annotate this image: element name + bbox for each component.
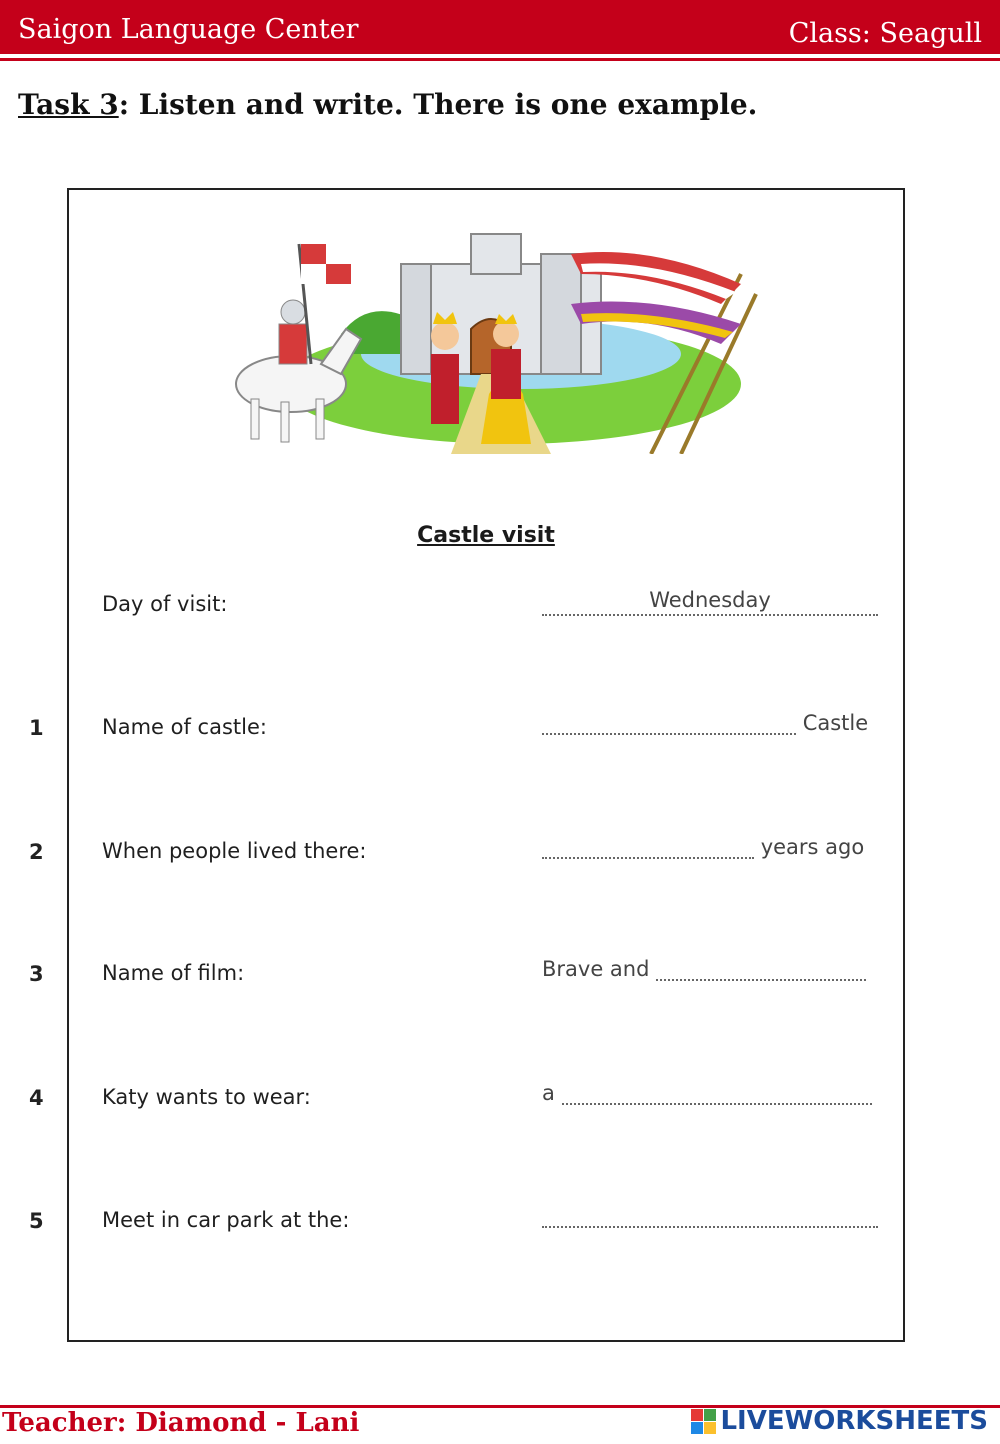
center-name: Saigon Language Center [18, 14, 359, 45]
example-answer-field[interactable] [542, 588, 878, 612]
answer-dots [656, 957, 866, 981]
task-instruction: : Listen and write. There is one example. [118, 88, 758, 121]
answer-suffix: years ago [760, 835, 865, 859]
answer-dots [542, 1204, 878, 1228]
answer-prefix: a [542, 1081, 555, 1105]
question-number: 4 [29, 1086, 44, 1110]
question-label: Name of film: [102, 961, 245, 985]
teacher-name: Teacher: Diamond - Lani [2, 1408, 360, 1438]
question-number: 3 [29, 962, 44, 986]
brand-name: LIVEWORKSHEETS [720, 1406, 988, 1436]
liveworksheets-logo-icon [691, 1409, 716, 1434]
question-number: 2 [29, 840, 44, 864]
task-title [18, 88, 757, 121]
header-bar [0, 0, 1000, 54]
answer-field-3[interactable] [542, 957, 878, 987]
answer-prefix: Brave and [542, 957, 650, 981]
question-label: Name of castle: [102, 715, 267, 739]
answer-field-5[interactable] [542, 1204, 878, 1234]
answer-field-4[interactable] [542, 1081, 878, 1111]
answer-dots [562, 1081, 872, 1105]
castle-illustration [221, 214, 761, 454]
question-label: Katy wants to wear: [102, 1085, 311, 1109]
question-label: When people lived there: [102, 839, 367, 863]
answer-field-2[interactable] [542, 835, 878, 865]
worksheet-title: Castle visit [417, 523, 555, 548]
task-label: Task 3 [18, 88, 119, 121]
question-label: Meet in car park at the: [102, 1208, 350, 1232]
answer-dots [542, 711, 796, 735]
example-answer: Wednesday [649, 588, 771, 612]
worksheet-box [29, 188, 905, 1342]
class-label: Class: Seagull [788, 18, 982, 49]
question-number: 1 [29, 716, 44, 740]
answer-suffix: Castle [802, 711, 869, 735]
answer-dots [542, 835, 754, 859]
answer-dots [542, 592, 878, 616]
question-number: 5 [29, 1209, 44, 1233]
liveworksheets-brand[interactable] [691, 1406, 988, 1436]
example-label: Day of visit: [102, 592, 228, 616]
answer-field-1[interactable] [542, 711, 878, 741]
header-divider [0, 58, 1000, 61]
